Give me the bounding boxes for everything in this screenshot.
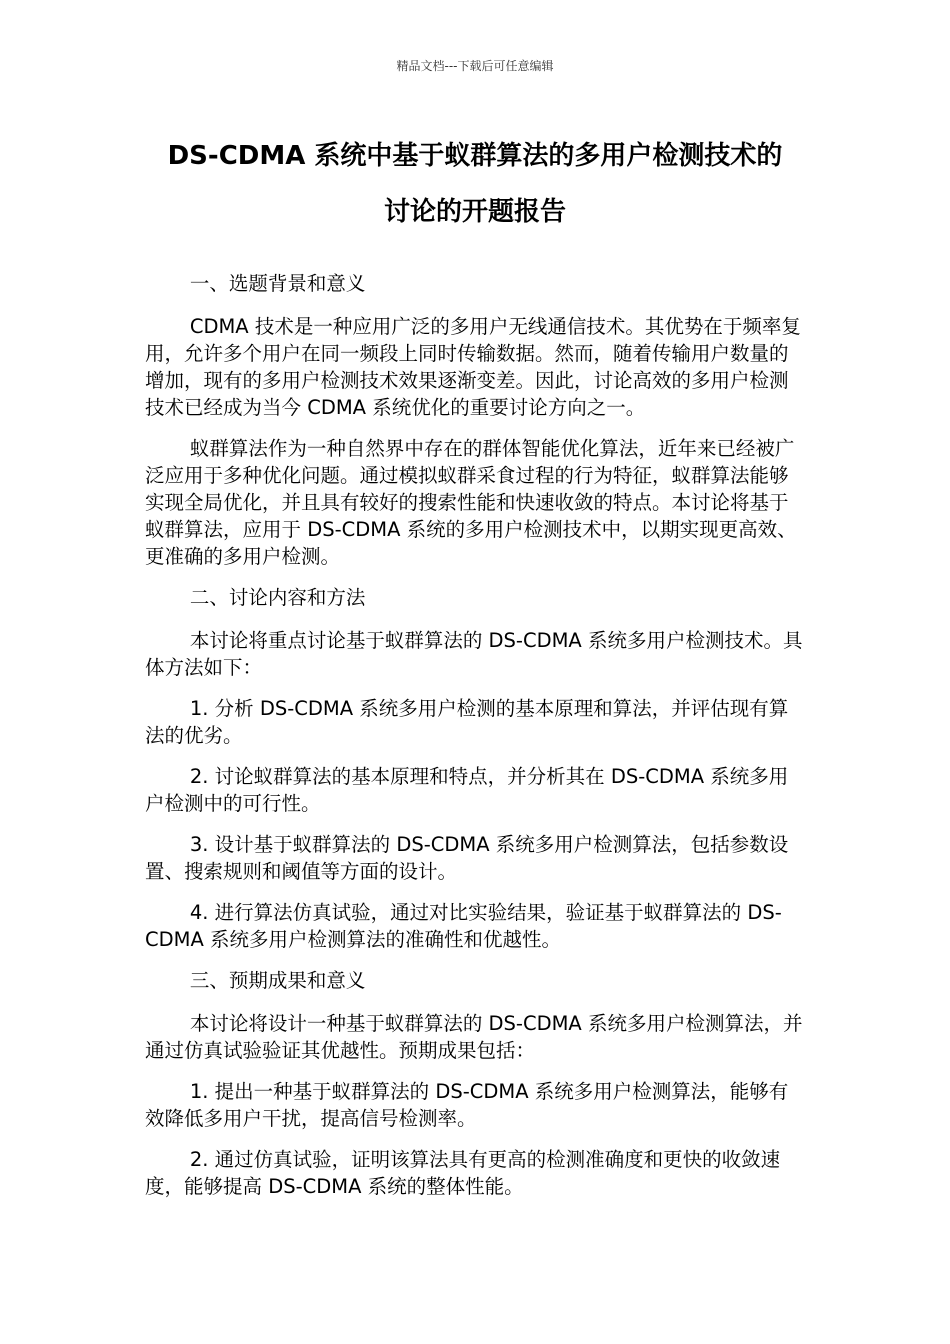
list-item: 3. 设计基于蚁群算法的 DS-CDMA 系统多用户检测算法，包括参数设置、搜索规则和阈值等方面的设计。 [145, 833, 789, 883]
section-heading-content-methods: 二、讨论内容和方法 [189, 586, 366, 609]
paragraph: CDMA 技术是一种应用广泛的多用户无线通信技术。其优势在于频率复用，允许多个用户在同一频段上同时传输数据。然而，随着传输用户数量的增加，现有的多用户检测技术效果逐渐变差。因此，讨论高效的多用户检测技术已经成为当今 CDMA 系统优化的重要讨论方向之一。 [145, 315, 801, 419]
list-item: 2. 讨论蚁群算法的基本原理和特点，并分析其在 DS-CDMA 系统多用户检测中的可行性。 [145, 765, 789, 815]
list-item: 4. 进行算法仿真试验，通过对比实验结果，验证基于蚁群算法的 DS-CDMA 系统多用户检测算法的准确性和优越性。 [145, 901, 782, 951]
list-item: 2. 通过仿真试验，证明该算法具有更高的检测准确度和更快的收敛速度，能够提高 DS-CDMA 系统的整体性能。 [145, 1148, 781, 1198]
list-item: 1. 分析 DS-CDMA 系统多用户检测的基本原理和算法，并评估现有算法的优劣。 [145, 697, 789, 747]
paragraph: 本讨论将设计一种基于蚁群算法的 DS-CDMA 系统多用户检测算法，并通过仿真试验验证其优越性。预期成果包括： [145, 1012, 803, 1062]
list-item: 1. 提出一种基于蚁群算法的 DS-CDMA 系统多用户检测算法，能够有效降低多用户干扰，提高信号检测率。 [145, 1080, 789, 1130]
paragraph: 蚁群算法作为一种自然界中存在的群体智能优化算法，近年来已经被广泛应用于多种优化问题。通过模拟蚁群采食过程的行为特征，蚁群算法能够实现全局优化，并且具有较好的搜索性能和快速收敛的特点。本讨论将基于蚁群算法，应用于 DS-CDMA 系统的多用户检测技术中，以期实现更高效、更准确的多用户检测。 [145, 437, 797, 568]
section-heading-background: 一、选题背景和意义 [189, 272, 366, 295]
document-title [120, 128, 830, 240]
paragraph: 本讨论将重点讨论基于蚁群算法的 DS-CDMA 系统多用户检测技术。具体方法如下： [145, 629, 803, 679]
title-line-1: DS-CDMA 系统中基于蚁群算法的多用户检测技术的 [167, 141, 783, 171]
title-line-2: 讨论的开题报告 [383, 197, 566, 227]
document-body [145, 270, 807, 1214]
section-heading-expected-results: 三、预期成果和意义 [189, 969, 366, 992]
page-header: 精品文档---下载后可任意编辑 [396, 59, 554, 73]
